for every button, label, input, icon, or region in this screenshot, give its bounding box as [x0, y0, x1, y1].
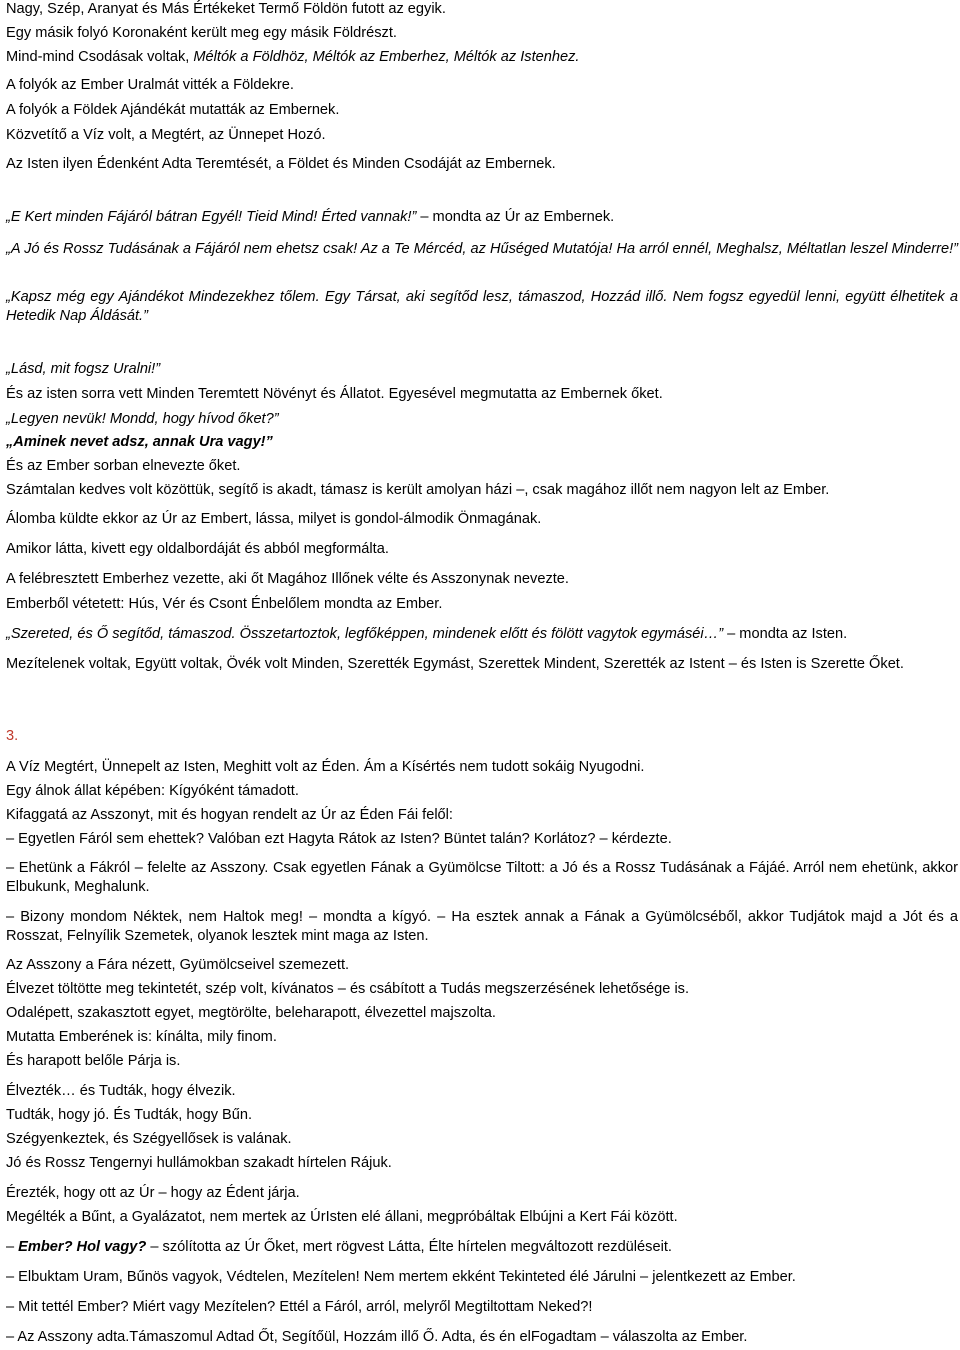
quote-paragraph: „Kapsz még egy Ajándékot Mindezekhez tőlem. Egy Társat, aki segítőd lesz, támaszod, Hozzád illő. Nem fogsz egyedül lenni, együtt élhetitek a Hetedik Nap Áldását.” — [6, 289, 958, 324]
text-paragraph: Mezítelenek voltak, Együtt voltak, Övék volt Minden, Szerették Egymást, Szerettek Mindent, Szerették az Istent – és Isten is Szerette Őket. — [6, 656, 904, 672]
text-span: – szólította az Úr Őket, mert rögvest Látta, Élte hírtelen megváltozott rezdüléseit. — [146, 1239, 672, 1255]
text-line: A Víz Megtért, Ünnepelt az Isten, Meghitt volt az Éden. Ám a Kísértés nem tudott sokáig Nyugodni. — [6, 759, 645, 775]
text-line: Jó és Rossz Tengernyi hullámokban szakadt hírtelen Rájuk. — [6, 1155, 392, 1171]
quote-tail: – mondta az Isten. — [723, 626, 848, 642]
text-line: Élvezet töltötte meg tekintetét, szép volt, kívánatos – és csábított a Tudás megszerzésének lehetősége is. — [6, 981, 690, 997]
section-number: 3. — [6, 728, 19, 744]
text-line: Kifaggatá az Asszonyt, mit és hogyan rendelt az Úr az Éden Fái felől: — [6, 807, 453, 823]
text-line: – Egyetlen Fáról sem ehettek? Valóban ezt Hagyta Rátok az Isten? Büntet talán? Korlátoz? – kérdezte. — [6, 831, 672, 847]
text-line: Odalépett, szakasztott egyet, megtörölte, beleharapott, élvezettel majszolta. — [6, 1005, 496, 1021]
text-line: Élvezték… és Tudták, hogy élvezik. — [6, 1083, 236, 1099]
italic-quote: „Szereted, és Ő segítőd, támaszod. Összetartoztok, legfőképpen, mindenek előtt és fölött vagytok egymáséi…” — [6, 626, 724, 642]
text-span: Mind-mind Csodásak voltak, — [6, 49, 194, 65]
quote-line — [6, 625, 958, 644]
quote-line — [6, 208, 958, 227]
text-line: Mutatta Emberének is: kínálta, mily finom. — [6, 1029, 277, 1045]
text-line: A folyók a Földek Ajándékát mutatták az Embernek. — [6, 102, 340, 118]
text-line: – Elbuktam Uram, Bűnös vagyok, Védtelen, Mezítelen! Nem mertem ekként Tekinteted élé Járulni – jelentkezett az Ember. — [6, 1269, 796, 1285]
text-line: Számtalan kedves volt közöttük, segítő is akadt, támasz is került amolyan házi –, csak magához illőt nem nagyon lelt az Ember. — [6, 482, 830, 498]
text-line: Szégyenkeztek, és Szégyellősek is valának. — [6, 1131, 292, 1147]
text-line: – Mit tettél Ember? Miért vagy Mezítelen? Ettél a Fáról, arról, melyről Megtiltottam Neked?! — [6, 1299, 593, 1315]
text-line: A folyók az Ember Uralmát vitték a Földekre. — [6, 77, 294, 93]
text-line — [6, 1238, 958, 1257]
text-span: – — [6, 1239, 19, 1255]
bold-italic-span: Ember? Hol vagy? — [18, 1239, 147, 1255]
text-line: Közvetítő a Víz volt, a Megtért, az Ünnepet Hozó. — [6, 127, 326, 143]
text-line: Egy álnok állat képében: Kígyóként támadott. — [6, 783, 299, 799]
text-line: Emberből vétetett: Hús, Vér és Csont Énbelőlem mondta az Ember. — [6, 596, 443, 612]
quote-paragraph: „A Jó és Rossz Tudásának a Fájáról nem ehetsz csak! Az a Te Mércéd, az Hűséged Mutatója! Ha arról ennél, Meghalsz, Méltatlan leszel Minderre!” — [6, 241, 958, 257]
quote-tail: – mondta az Úr az Embernek. — [416, 209, 615, 225]
quote-line: „Legyen nevük! Mondd, hogy hívod őket?” — [6, 411, 279, 427]
text-line: – Az Asszony adta.Támaszomul Adtad Őt, Segítőül, Hozzám illő Ő. Adta, és én elFogadtam – válaszolta az Ember. — [6, 1329, 748, 1345]
text-line — [6, 48, 958, 67]
text-line: Megélték a Bűnt, a Gyalázatot, nem mertek az ÚrIsten elé állani, megpróbáltak Elbújni a Kert Fái között. — [6, 1209, 678, 1225]
text-line: Álomba küldte ekkor az Úr az Embert, lássa, milyet is gondol-álmodik Önmagának. — [6, 511, 542, 527]
text-line: Érezték, hogy ott az Úr – hogy az Édent járja. — [6, 1185, 300, 1201]
text-line: Az Asszony a Fára nézett, Gyümölcseivel szemezett. — [6, 957, 350, 973]
text-line: Nagy, Szép, Aranyat és Más Értékeket Termő Földön futott az egyik. — [6, 1, 446, 17]
text-line: Amikor látta, kivett egy oldalbordáját és abból megformálta. — [6, 541, 389, 557]
text-line: Tudták, hogy jó. És Tudták, hogy Bűn. — [6, 1107, 253, 1123]
text-line: A felébresztett Emberhez vezette, aki őt Magához Illőnek vélte és Asszonynak nevezte. — [6, 571, 569, 587]
text-line: Az Isten ilyen Édenként Adta Teremtését, a Földet és Minden Csodáját az Embernek. — [6, 156, 556, 172]
text-paragraph: – Bizony mondom Néktek, nem Haltok meg! – mondta a kígyó. – Ha esztek annak a Fának a Gyümölcséből, akkor Tudjátok majd a Jót és a Rosszat, Felnyílik Szemetek, olyanok lesztek mint maga az Isten. — [6, 909, 958, 944]
text-line: És harapott belőle Párja is. — [6, 1053, 181, 1069]
text-paragraph: – Ehetünk a Fákról – felelte az Asszony. Csak egyetlen Fának a Gyümölcse Tiltott: a Jó és a Rossz Tudásának a Fájáé. Arról nem ehetünk, akkor Elbukunk, Meghalunk. — [6, 860, 958, 895]
quote-line: „Lásd, mit fogsz Uralni!” — [6, 361, 161, 377]
quote-line: „Aminek nevet adsz, annak Ura vagy!” — [6, 434, 273, 450]
text-line: Egy másik folyó Koronaként került meg egy másik Földrészt. — [6, 25, 397, 41]
italic-quote: „E Kert minden Fájáról bátran Egyél! Tieid Mind! Érted vannak!” — [6, 209, 417, 225]
text-line: És az isten sorra vett Minden Teremtett Növényt és Állatot. Egyesével megmutatta az Embernek őket. — [6, 386, 663, 402]
text-line: És az Ember sorban elnevezte őket. — [6, 458, 241, 474]
italic-span: Méltók a Földhöz, Méltók az Emberhez, Méltók az Istenhez. — [193, 49, 580, 65]
